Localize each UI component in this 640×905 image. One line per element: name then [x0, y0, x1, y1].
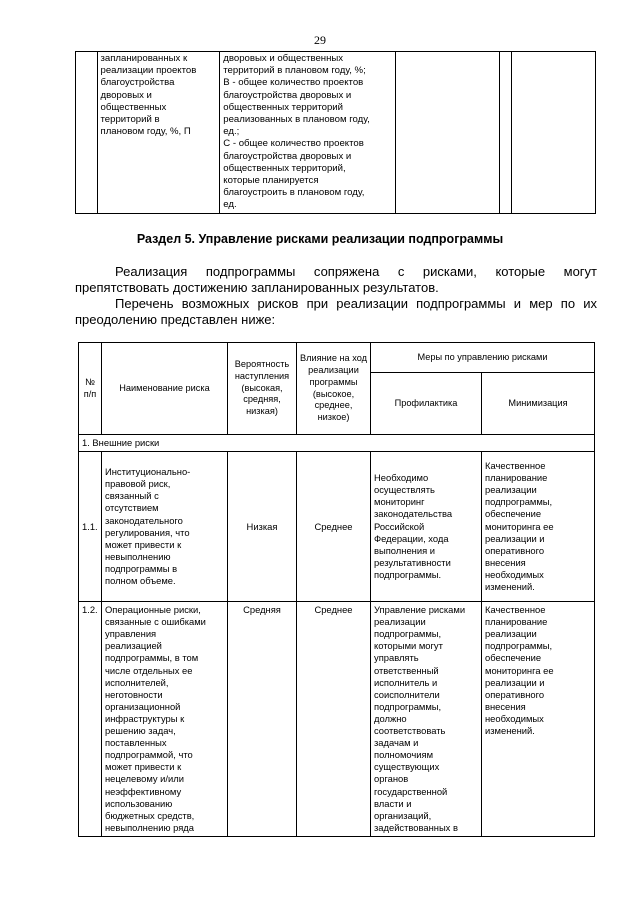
text-line: результативности	[374, 556, 451, 568]
text-line: общественных территорий,	[223, 162, 346, 174]
text-line: которые планируется	[223, 175, 319, 187]
text-line: задействованных в	[374, 821, 458, 833]
text-line: реализации	[485, 628, 537, 640]
row-minimization	[482, 602, 595, 837]
text-line: В - общее количество проектов	[223, 77, 364, 89]
text-line: реализации	[374, 616, 426, 628]
text-line: подпрограммы,	[374, 700, 442, 712]
text-line: законодательства	[374, 508, 453, 520]
text-line: подпрограммы,	[485, 640, 553, 652]
text-line: правовой риск,	[105, 478, 171, 490]
text-line: осуществлять	[374, 484, 435, 496]
text-line: общественных территорий	[223, 101, 344, 113]
row-impact: Среднее	[297, 602, 371, 837]
row-impact: Среднее	[297, 452, 371, 602]
table-row	[79, 452, 595, 602]
text-line: благоустройства	[100, 77, 175, 89]
text-line: подпрограммой, что	[105, 749, 193, 761]
text-line: оперативного	[485, 544, 545, 556]
header-prevention: Профилактика	[371, 373, 482, 435]
text-line: благоустройства дворовых и	[223, 89, 352, 101]
row-prevention	[371, 602, 482, 837]
header-minimization: Минимизация	[482, 373, 595, 435]
text-line: органов	[374, 773, 409, 785]
row-prevention	[371, 452, 482, 602]
text-line: реализации	[485, 484, 537, 496]
text-line: Качественное	[485, 604, 546, 616]
text-line: государственной	[374, 785, 448, 797]
text-line: регулирования, что	[105, 526, 190, 538]
text-line: Качественное	[485, 460, 546, 472]
text-line: реализацией	[105, 640, 162, 652]
text-line: Необходимо	[374, 472, 429, 484]
section-external-risks: 1. Внешние риски	[79, 435, 595, 452]
text-line: организаций,	[374, 809, 432, 821]
top-table-fragment	[75, 51, 596, 214]
text-line: отсутствием	[105, 502, 159, 514]
text-line: ответственный	[374, 664, 439, 676]
header-num: № п/п	[79, 343, 102, 435]
text-line: существующих	[374, 761, 440, 773]
risk-table	[78, 342, 595, 837]
text-line: реализации и	[485, 532, 545, 544]
text-line: мониторинга ее	[485, 664, 554, 676]
text-line: планирование	[485, 472, 548, 484]
text-line: подпрограммы в	[105, 562, 178, 574]
text-line: ед.;	[223, 126, 240, 138]
header-risk-name: Наименование риска	[102, 343, 228, 435]
text-line: полном объеме.	[105, 574, 176, 586]
text-line: обеспечение	[485, 508, 542, 520]
top-table-cell-empty	[499, 52, 511, 214]
text-line: связанный с	[105, 490, 159, 502]
text-line: власти и	[374, 797, 412, 809]
text-line: подпрограммы, в том	[105, 652, 199, 664]
header-measures: Меры по управлению рисками	[371, 343, 595, 373]
text-line: запланированных к	[100, 53, 188, 64]
text-line: управлять	[374, 652, 419, 664]
section-heading: Раздел 5. Управление рисками реализации подпрограммы	[136, 232, 504, 246]
text-line: благоустроить в плановом году,	[223, 187, 365, 199]
text-line: подпрограммы,	[485, 496, 553, 508]
text-line: реализации проектов	[100, 65, 197, 77]
text-line: территорий в	[100, 114, 160, 126]
text-line: внесения	[485, 556, 526, 568]
text-line: числе отдельных ее	[105, 664, 193, 676]
text-line: изменений.	[485, 581, 535, 593]
text-line: необходимых	[485, 712, 544, 724]
text-line: которыми могут	[374, 640, 443, 652]
text-line: невыполнению	[105, 550, 171, 562]
header-probability: Вероятность наступления (высокая, средняя, низкая)	[228, 343, 297, 435]
text-line: Управление рисками	[374, 604, 466, 616]
row-num: 1.2.	[79, 602, 102, 837]
text-line: связанные с ошибками	[105, 616, 206, 628]
top-table-cell-empty	[511, 52, 595, 214]
text-line: задачам и	[374, 737, 419, 749]
text-line: обеспечение	[485, 652, 542, 664]
top-table-cell-empty	[76, 52, 98, 214]
row-risk-name	[102, 452, 228, 602]
text-line: управления	[105, 628, 157, 640]
row-minimization	[482, 452, 595, 602]
text-line: подпрограммы,	[374, 628, 442, 640]
table-row	[79, 602, 595, 837]
text-line: соисполнители	[374, 688, 440, 700]
text-line: дворовых и	[100, 89, 152, 101]
text-line: может привести к	[105, 761, 182, 773]
text-line: планирование	[485, 616, 548, 628]
top-table-cell-indicator	[97, 52, 220, 214]
text-line: может привести к	[105, 538, 182, 550]
top-table-cell-formula	[220, 52, 396, 214]
header-impact: Влияние на ход реализации программы (высокое, среднее, низкое)	[297, 343, 371, 435]
text-line: реализации и	[485, 676, 545, 688]
text-line: исполнителей,	[105, 676, 169, 688]
text-line: подпрограммы.	[374, 568, 442, 580]
text-line: нецелевому и/или	[105, 773, 184, 785]
paragraph: Перечень возможных рисков при реализации подпрограммы и мер по их преодолению представлен ниже:	[75, 296, 597, 327]
text-line: Российской	[374, 520, 425, 532]
page-number: 29	[314, 33, 326, 47]
text-line: мониторинг	[374, 496, 425, 508]
text-line: бюджетных средств,	[105, 809, 195, 821]
text-line: организационной	[105, 700, 181, 712]
text-line: необходимых	[485, 568, 544, 580]
text-line: С - общее количество проектов	[223, 138, 364, 150]
text-line: дворовых и общественных	[223, 53, 344, 64]
text-line: реализованных в плановом году,	[223, 114, 370, 126]
text-line: неготовности	[105, 688, 163, 700]
text-line: выполнения и	[374, 544, 435, 556]
row-num: 1.1.	[79, 452, 102, 602]
text-line: соответствовать	[374, 725, 446, 737]
text-line: невыполнению ряда	[105, 821, 194, 833]
text-line: благоустройства дворовых и	[223, 150, 352, 162]
text-line: Федерации, хода	[374, 532, 449, 544]
text-line: оперативного	[485, 688, 545, 700]
text-line: изменений.	[485, 725, 535, 737]
row-probability: Средняя	[228, 602, 297, 837]
text-line: законодательного	[105, 514, 183, 526]
text-line: полномочиям	[374, 749, 434, 761]
text-line: решению задач,	[105, 725, 176, 737]
text-line: исполнитель и	[374, 676, 438, 688]
text-line: ед.	[223, 199, 237, 211]
text-line: общественных	[100, 101, 167, 113]
row-risk-name	[102, 602, 228, 837]
text-line: Институционально-	[105, 466, 191, 478]
text-line: неэффективному	[105, 785, 182, 797]
text-line: мониторинга ее	[485, 520, 554, 532]
text-line: поставленных	[105, 737, 167, 749]
paragraph: Реализация подпрограммы сопряжена с рисками, которые могут препятствовать достижению запланированных результатов.	[75, 264, 597, 295]
text-line: Операционные риски,	[105, 604, 201, 616]
row-probability: Низкая	[228, 452, 297, 602]
text-line: территорий в плановом году, %;	[223, 65, 366, 77]
text-line: внесения	[485, 700, 526, 712]
text-line: использованию	[105, 797, 173, 809]
text-line: плановом году, %, П	[100, 126, 191, 138]
top-table-cell-empty	[396, 52, 500, 214]
text-line: инфраструктуры к	[105, 712, 185, 724]
text-line: должно	[374, 712, 407, 724]
